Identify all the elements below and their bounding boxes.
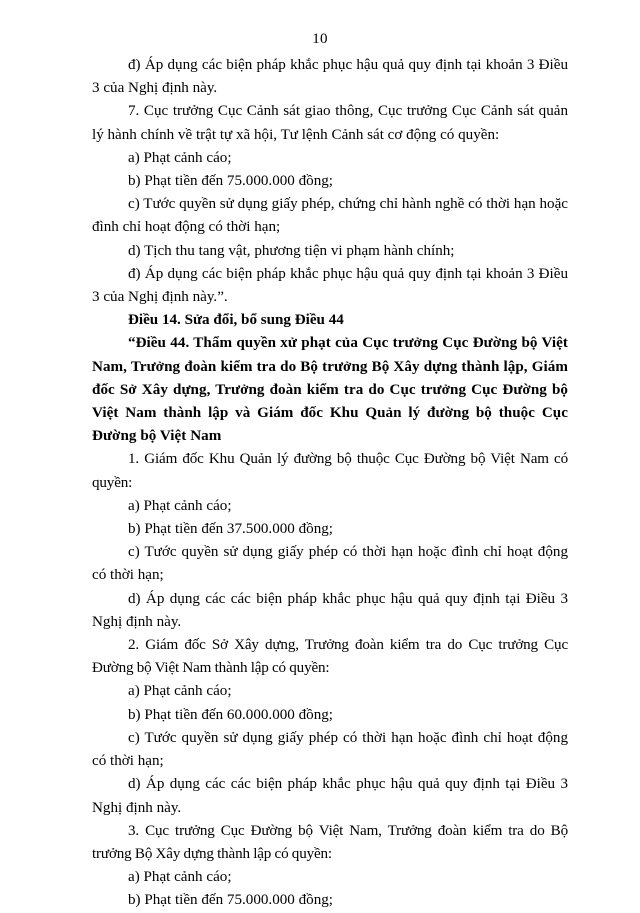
paragraph-clause-2-point-c: c) Tước quyền sử dụng giấy phép có thời hạn hoặc đình chỉ hoạt động có thời hạn; bbox=[92, 729, 568, 770]
paragraph-clause-7: 7. Cục trưởng Cục Cảnh sát giao thông, Cục trưởng Cục Cảnh sát quản lý hành chính về trật tự xã hội, Tư lệnh Cảnh sát cơ động có quyền: bbox=[92, 103, 568, 143]
paragraph-clause-7-point-b: b) Phạt tiền đến 75.000.000 đồng; bbox=[128, 173, 334, 190]
paragraph-point-dd-carryover: đ) Áp dụng các biện pháp khắc phục hậu quả quy định tại khoản 3 Điều 3 của Nghị định này. bbox=[92, 57, 568, 97]
paragraph-clause-1-point-c: c) Tước quyền sử dụng giấy phép có thời hạn hoặc đình chỉ hoạt động có thời hạn; bbox=[92, 544, 568, 584]
paragraph-clause-3-point-b: b) Phạt tiền đến 75.000.000 đồng; bbox=[128, 892, 334, 909]
paragraph-clause-1-point-d: d) Áp dụng các các biện pháp khắc phục hậu quả quy định tại Điều 3 Nghị định này. bbox=[92, 590, 568, 630]
paragraph-clause-7-point-d: d) Tịch thu tang vật, phương tiện vi phạm hành chính; bbox=[128, 242, 455, 259]
paragraph-clause-7-point-a: a) Phạt cảnh cáo; bbox=[128, 149, 232, 166]
paragraph-clause-2-point-a: a) Phạt cảnh cáo; bbox=[128, 683, 232, 700]
paragraph-clause-1-point-b: b) Phạt tiền đến 37.500.000 đồng; bbox=[128, 521, 334, 538]
paragraph-clause-7-point-c: c) Tước quyền sử dụng giấy phép, chứng chỉ hành nghề có thời hạn hoặc đình chỉ hoạt động có thời hạn; bbox=[92, 196, 568, 236]
heading-dieu-44-quoted-title: “Điều 44. Thẩm quyền xử phạt của Cục trưởng Cục Đường bộ Việt Nam, Trưởng đoàn kiểm tra do Bộ trưởng Bộ Xây dựng thành lập, Giám đốc Sở Xây dựng, Trưởng đoàn kiểm tra do Cục trưởng Cục Đường bộ Việt Nam thành lập và Giám đốc Khu Quản lý đường bộ thuộc Cục Đường bộ Việt Nam bbox=[92, 335, 568, 445]
paragraph-clause-1: 1. Giám đốc Khu Quản lý đường bộ thuộc Cục Đường bộ Việt Nam có quyền: bbox=[92, 451, 568, 491]
paragraph-clause-3-point-a: a) Phạt cảnh cáo; bbox=[128, 869, 232, 886]
paragraph-clause-7-point-dd: đ) Áp dụng các biện pháp khắc phục hậu quả quy định tại khoản 3 Điều 3 của Nghị định này.”. bbox=[92, 265, 568, 306]
paragraph-clause-2-point-b: b) Phạt tiền đến 60.000.000 đồng; bbox=[128, 706, 334, 723]
heading-dieu-14: Điều 14. Sửa đổi, bổ sung Điều 44 bbox=[128, 312, 344, 329]
paragraph-clause-2-point-d: d) Áp dụng các các biện pháp khắc phục hậu quả quy định tại Điều 3 Nghị định này. bbox=[92, 776, 568, 816]
page-number: 10 bbox=[312, 31, 328, 47]
paragraph-clause-1-point-a: a) Phạt cảnh cáo; bbox=[128, 497, 232, 514]
paragraph-clause-3: 3. Cục trưởng Cục Đường bộ Việt Nam, Trưởng đoàn kiểm tra do Bộ trưởng Bộ Xây dựng thành lập có quyền: bbox=[92, 822, 568, 862]
paragraph-clause-2: 2. Giám đốc Sở Xây dựng, Trưởng đoàn kiểm tra do Cục trưởng Cục Đường bộ Việt Nam thành lập có quyền: bbox=[92, 637, 568, 677]
document-body bbox=[92, 54, 568, 913]
